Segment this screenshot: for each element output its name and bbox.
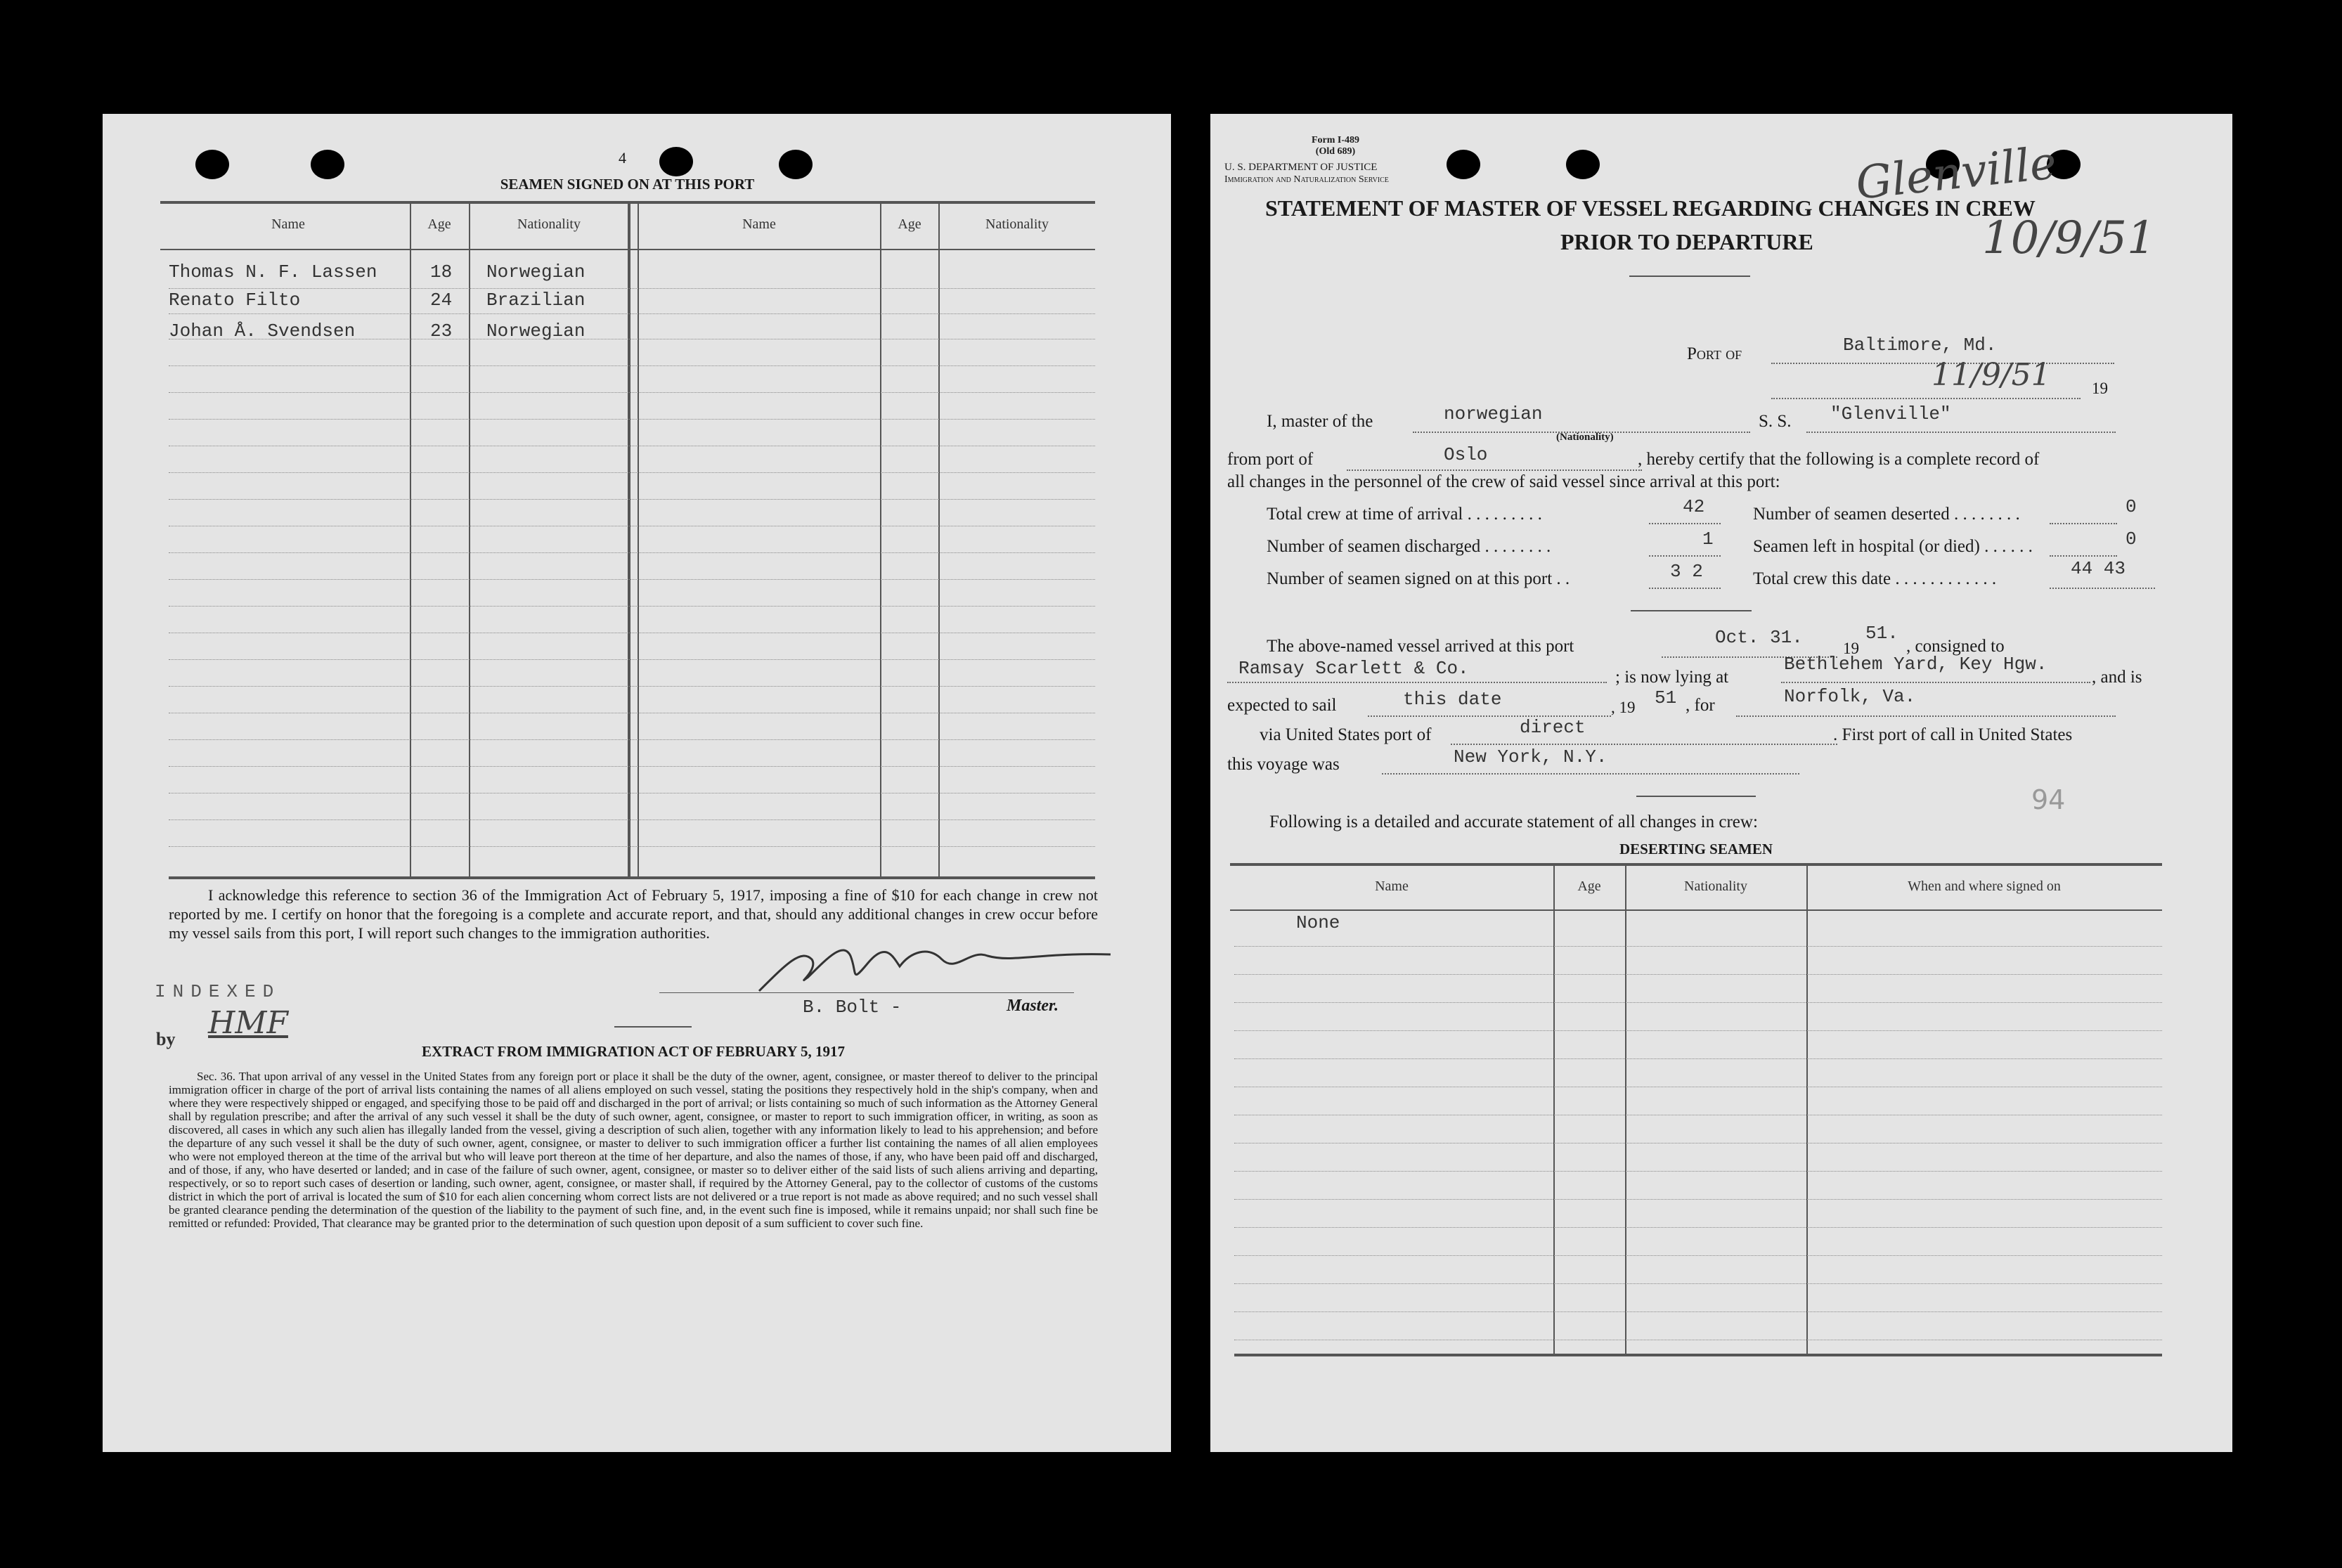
voyage-value: New York, N.Y. bbox=[1454, 746, 1607, 767]
following-label: Following is a detailed and accurate statement of all changes in crew: bbox=[1269, 812, 1758, 831]
nationality-caption: (Nationality) bbox=[1556, 432, 1614, 443]
lying-at-value: Bethlehem Yard, Key Hgw. bbox=[1784, 654, 2047, 675]
form-title: STATEMENT OF MASTER OF VESSEL REGARDING CHANGES IN CREW bbox=[1265, 195, 2036, 221]
page-number: 4 bbox=[619, 149, 626, 167]
handwritten-ship-name: Glenville bbox=[1853, 137, 2059, 210]
col-header-age-2: Age bbox=[898, 216, 921, 232]
deserted-label: Number of seamen deserted . . . . . . . . bbox=[1753, 505, 2020, 524]
signed-on-label: Number of seamen signed on at this port . . bbox=[1267, 569, 1570, 588]
col-header-name-2: Name bbox=[742, 216, 776, 232]
punch-hole bbox=[311, 150, 344, 179]
document-paper bbox=[103, 114, 2232, 1452]
seaman-name: Thomas N. F. Lassen bbox=[169, 261, 377, 283]
col-header-nationality: Nationality bbox=[517, 216, 581, 232]
deserting-title: DESERTING SEAMEN bbox=[1619, 841, 1773, 857]
certify-text-2: all changes in the personnel of the crew of said vessel since arrival at this port: bbox=[1227, 472, 1780, 491]
seaman-name: Renato Filto bbox=[169, 290, 301, 311]
lying-label: ; is now lying at bbox=[1615, 668, 1729, 687]
department-name: U. S. DEPARTMENT OF JUSTICE bbox=[1224, 162, 1378, 173]
sail-date-value: this date bbox=[1403, 689, 1502, 710]
deserting-entry: None bbox=[1296, 912, 1340, 933]
col-header-nationality-2: Nationality bbox=[985, 216, 1049, 232]
and-is-label: , and is bbox=[2092, 668, 2142, 687]
port-of-label: Port of bbox=[1687, 344, 1742, 363]
sail-year-value: 51 bbox=[1655, 687, 1677, 708]
arrived-year: 51. bbox=[1865, 623, 1898, 644]
voyage-label: this voyage was bbox=[1227, 755, 1340, 774]
deserting-col-nationality: Nationality bbox=[1684, 879, 1747, 894]
total-today-value: 44 43 bbox=[2071, 558, 2126, 579]
sail-year-prefix: , 19 bbox=[1611, 699, 1636, 716]
arrived-label: The above-named vessel arrived at this port bbox=[1267, 637, 1574, 656]
total-crew-arrival-label: Total crew at time of arrival . . . . . . . . . bbox=[1267, 505, 1542, 524]
ship-name-value: "Glenville" bbox=[1830, 403, 1951, 425]
deserting-col-when-where: When and where signed on bbox=[1908, 879, 2061, 894]
form-old-number: (Old 689) bbox=[1315, 146, 1356, 157]
master-of-label: I, master of the bbox=[1267, 412, 1373, 431]
port-of-value: Baltimore, Md. bbox=[1843, 335, 1997, 356]
by-label: by bbox=[156, 1029, 176, 1049]
expected-label: expected to sail bbox=[1227, 696, 1337, 715]
discharged-label: Number of seamen discharged . . . . . . . . bbox=[1267, 537, 1551, 556]
punch-hole bbox=[1566, 150, 1600, 179]
handwritten-date: 10/9/51 bbox=[1982, 212, 2156, 264]
from-port-label: from port of bbox=[1227, 450, 1314, 469]
hospital-label: Seamen left in hospital (or died) . . . . . . bbox=[1753, 537, 2033, 556]
seaman-age: 18 bbox=[430, 261, 453, 283]
arrived-year-prefix: 19 bbox=[1843, 640, 1859, 657]
master-label: Master. bbox=[1007, 997, 1059, 1015]
indexed-stamp: INDEXED bbox=[155, 981, 281, 1002]
punch-hole bbox=[779, 150, 813, 179]
service-name: Immigration and Naturalization Service bbox=[1224, 174, 1389, 185]
total-crew-arrival-value: 42 bbox=[1683, 496, 1705, 517]
ss-label: S. S. bbox=[1759, 412, 1792, 431]
nationality-value: norwegian bbox=[1444, 403, 1543, 425]
form-number: Form I-489 bbox=[1311, 135, 1360, 145]
master-name: B. Bolt - bbox=[803, 997, 902, 1018]
deserted-value: 0 bbox=[2126, 496, 2137, 517]
from-port-value: Oslo bbox=[1444, 444, 1488, 465]
signed-on-value: 3 2 bbox=[1670, 561, 1703, 582]
destination-value: Norfolk, Va. bbox=[1784, 686, 1916, 707]
deserting-col-age: Age bbox=[1577, 879, 1601, 894]
punch-hole bbox=[195, 150, 229, 179]
first-port-label: . First port of call in United States bbox=[1833, 725, 2073, 744]
consignee-value: Ramsay Scarlett & Co. bbox=[1238, 658, 1469, 679]
seaman-age: 24 bbox=[430, 290, 453, 311]
via-value: direct bbox=[1520, 717, 1586, 738]
extract-title: EXTRACT FROM IMMIGRATION ACT OF FEBRUARY 5, 1917 bbox=[421, 1043, 846, 1060]
punch-hole bbox=[1447, 150, 1480, 179]
by-initials: HMF bbox=[208, 1005, 288, 1041]
seaman-nationality: Norwegian bbox=[486, 261, 586, 283]
acknowledgement-text: I acknowledge this reference to section 36 of the Immigration Act of February 5, 1917, imposing a fine of $10 for each change in crew not reported by me. I certify on honor that the foregoing is a complete and accurate report, and that, should any additional changes in crew occur before my vessel sails from this port, I will report such changes to the immigration authorities. bbox=[169, 886, 1098, 942]
col-header-name: Name bbox=[271, 216, 305, 232]
total-today-label: Total crew this date . . . . . . . . . . . . bbox=[1753, 569, 1997, 588]
via-label: via United States port of bbox=[1260, 725, 1432, 744]
seaman-nationality: Brazilian bbox=[486, 290, 586, 311]
page-fold bbox=[1171, 114, 1210, 1452]
consigned-label: , consigned to bbox=[1906, 637, 2005, 656]
seaman-nationality: Norwegian bbox=[486, 320, 586, 342]
date-value: 11/9/51 bbox=[1932, 357, 2051, 393]
punch-hole bbox=[659, 147, 693, 176]
form-subtitle: PRIOR TO DEPARTURE bbox=[1560, 229, 1813, 254]
seaman-age: 23 bbox=[430, 320, 453, 342]
discharged-value: 1 bbox=[1702, 529, 1714, 550]
deserting-col-name: Name bbox=[1375, 879, 1409, 894]
year-prefix: 19 bbox=[2092, 380, 2108, 397]
arrived-date: Oct. 31. bbox=[1715, 627, 1803, 648]
seamen-signed-title: SEAMEN SIGNED ON AT THIS PORT bbox=[500, 176, 755, 193]
seaman-name: Johan Å. Svendsen bbox=[169, 320, 356, 342]
stamp-number: 94 bbox=[2031, 784, 2066, 815]
extract-text: Sec. 36. That upon arrival of any vessel in the United States from any foreign port or place it shall be the duty of the owner, agent, consignee, or master thereof to deliver to the principal immigration officer in charge of the port of arrival lists containing the names of all aliens employed on such vessel, stating the positions they respectively hold in the ship's company, when and where they were respectively shipped or engaged, and specifying those to be paid off and discharged in the port of arrival; or lists containing so much of such information as the Attorney General shall by regulation prescribe; and after the arrival of any such vessel it shall be the duty of such owner, agent, consignee, or master to report to such immigration officer, in writing, as soon as discovered, all cases in which any such alien has illegally landed from the vessel, giving a description of such alien, together with any information likely to lead to his apprehension; and before the departure of any such vessel it shall be the duty of such owner, agent, consignee, or master to deliver to such immigration officer a further list containing the names of all alien employees who were not employed thereon at the time of the arrival but who will leave port thereon at the time of her departure, and also the names of those, if any, who have been paid off and discharged, and of those, if any, who have deserted or landed; and in case of the failure of such owner, agent, consignee, or master so to deliver either of the said lists of such aliens arriving and departing, respectively, or so to report such cases of desertion or landing, such owner, agent, consignee, or master shall, if required by the Attorney General, pay to the collector of customs of the customs district in which the port of arrival is located the sum of $10 for each alien concerning whom correct lists are not delivered or a true report is not made as above required; and no such vessel shall be granted clearance pending the determination of the question of the liability to the payment of such fine, and, in the event such fine is imposed, while it remains unpaid; nor shall such fine be remitted or refunded: Provided, That clearance may be granted prior to the determination of such question upon deposit of a sum sufficient to cover such fine. bbox=[169, 1070, 1098, 1230]
certify-text: , hereby certify that the following is a complete record of bbox=[1638, 450, 2040, 469]
for-label: , for bbox=[1686, 696, 1715, 715]
col-header-age: Age bbox=[427, 216, 451, 232]
hospital-value: 0 bbox=[2126, 529, 2137, 550]
master-signature bbox=[745, 935, 1125, 998]
